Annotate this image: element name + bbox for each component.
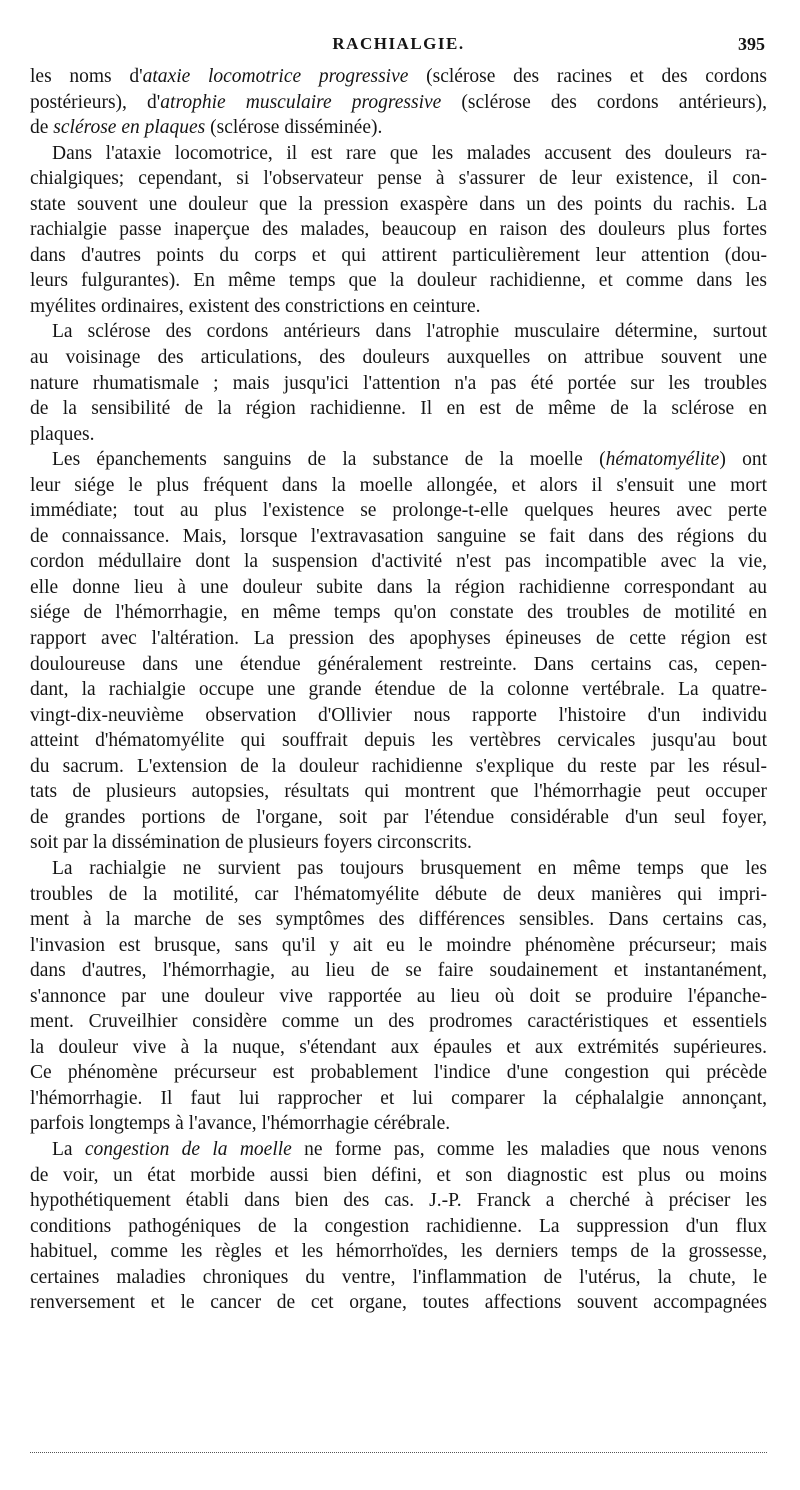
text-segment: myélites ordinaires, existent des constrictions en ceinture. (30, 295, 481, 317)
text-line (30, 754, 767, 780)
text-segment: l'hémorrhagie. Il faut lui rapprocher et lui comparer la céphalalgie annonçant, (30, 1087, 767, 1109)
text-segment: siége de l'hémorrhagie, en même temps qu'on constate des troubles de motilité en (30, 602, 767, 624)
text-segment: ment à la marche de ses symptômes des différences sensibles. Dans certains cas, (30, 909, 767, 931)
text-line (30, 856, 767, 882)
text-line (30, 141, 767, 167)
text-line (30, 524, 767, 550)
text-segment: postérieurs), d' (30, 91, 161, 113)
text-line (30, 192, 767, 218)
text-segment: state souvent une douleur que la pression exaspère dans un des points du rachis. La (30, 193, 767, 215)
text-line (30, 1009, 767, 1035)
text-line (30, 703, 767, 729)
text-segment: de grandes portions de l'organe, soit par l'étendue considérable d'un seul foyer, (30, 806, 767, 828)
text-segment: soit par la dissémination de plusieurs foyers circonscrits. (30, 832, 472, 854)
text-line (30, 498, 767, 524)
italic-term: atrophie musculaire progressive (160, 91, 442, 113)
text-segment: leurs fulgurantes). En même temps que la douleur rachidienne, et comme dans les (30, 270, 767, 292)
italic-term: congestion de la moelle (84, 1138, 292, 1160)
text-segment: troubles de la motilité, car l'hématomyélite débute de deux manières qui impri- (30, 883, 767, 905)
text-line (30, 779, 767, 805)
text-segment: douloureuse dans une étendue généralement restreinte. Dans certains cas, cepen- (30, 653, 767, 675)
text-line (30, 677, 767, 703)
text-line (30, 64, 767, 90)
text-segment: ne forme pas, comme les maladies que nous venons (291, 1138, 767, 1160)
text-line (30, 830, 767, 856)
text-segment: dans d'autres, l'hémorrhagie, au lieu de se faire soudainement et instantanément, (30, 960, 767, 982)
italic-term: ataxie locomotrice progressive (142, 66, 409, 87)
text-segment: La rachialgie ne survient pas toujours brusquement en même temps que les (52, 857, 767, 879)
text-segment: (sclérose disséminée). (205, 117, 383, 139)
text-segment: Ce phénomène précurseur est probablement l'indice d'une congestion qui précède (30, 1062, 767, 1084)
page-number: 395 (738, 34, 765, 54)
text-segment: de connaissance. Mais, lorsque l'extravasation sanguine se fait dans des régions du (30, 525, 767, 547)
text-segment: renversement et le cancer de cet organe, toutes affections souvent accompagnées (30, 1292, 767, 1314)
text-segment: la douleur vive à la nuque, s'étendant aux épaules et aux extrémités supérieures. (30, 1036, 767, 1058)
text-line (30, 473, 767, 499)
text-line (30, 958, 767, 984)
text-line (30, 319, 767, 345)
text-segment: vingt-dix-neuvième observation d'Ollivier nous rapporte l'histoire d'un individu (30, 704, 767, 726)
text-segment: au voisinage des articulations, des douleurs auxquelles on attribue souvent une (30, 347, 767, 369)
text-segment: leur siége le plus fréquent dans la moelle allongée, et alors il s'ensuit une mort (30, 474, 767, 496)
text-line (30, 728, 767, 754)
text-segment: s'annonce par une douleur vive rapportée au lieu où doit se produire l'épanche- (30, 985, 767, 1007)
text-line (30, 243, 767, 269)
italic-term: hématomyélite (605, 449, 720, 471)
text-line (30, 422, 767, 448)
text-segment: rachialgie passe inaperçue des malades, beaucoup en raison des douleurs plus fortes (30, 219, 767, 241)
text-segment: (sclérose des racines et des cordons (408, 66, 767, 87)
text-segment: dant, la rachialgie occupe une grande étendue de la colonne vertébrale. La quatre- (30, 679, 767, 701)
text-segment: de la sensibilité de la région rachidienne. Il en est de même de la sclérose en (30, 398, 767, 420)
text-segment: du sacrum. L'extension de la douleur rachidienne s'explique du reste par les résul- (30, 755, 767, 777)
text-segment: hypothétiquement établi dans bien des cas. J.-P. Franck a cherché à préciser les (30, 1190, 767, 1212)
text-line (30, 294, 767, 320)
text-line (30, 371, 767, 397)
text-segment: habituel, comme les règles et les hémorrhoïdes, les derniers temps de la grossesse, (30, 1241, 767, 1263)
footer-dotted-rule (30, 1452, 767, 1453)
text-segment: de (30, 117, 54, 139)
text-segment: cordon médullaire dont la suspension d'activité n'est pas incompatible avec la vie, (30, 551, 767, 573)
header-title: RACHIALGIE. (332, 34, 465, 53)
text-segment: chialgiques; cependant, si l'observateur pense à s'assurer de leur existence, il con- (30, 168, 767, 190)
text-line (30, 933, 767, 959)
text-line (30, 396, 767, 422)
text-segment: les noms d' (30, 66, 143, 87)
text-line (30, 1137, 767, 1163)
text-segment: nature rhumatismale ; mais jusqu'ici l'attention n'a pas été portée sur les troubles (30, 372, 767, 394)
text-segment: l'invasion est brusque, sans qu'il y ait eu le moindre phénomène précurseur; mais (30, 934, 767, 956)
text-line (30, 1060, 767, 1086)
text-line (30, 907, 767, 933)
text-segment: elle donne lieu à une douleur subite dans la région rachidienne correspondant au (30, 576, 767, 598)
text-line (30, 549, 767, 575)
text-segment: rapport avec l'altération. La pression des apophyses épineuses de cette région est (30, 628, 767, 650)
text-segment: conditions pathogéniques de la congestion rachidienne. La suppression d'un flux (30, 1215, 767, 1237)
text-line (30, 1035, 767, 1061)
text-segment: La (52, 1138, 85, 1160)
text-line (30, 1188, 767, 1214)
text-line (30, 626, 767, 652)
italic-term: sclérose en plaques (53, 117, 206, 139)
text-line (30, 90, 767, 116)
text-line (30, 1086, 767, 1112)
body-text (30, 64, 767, 1316)
text-line (30, 1239, 767, 1265)
text-segment: plaques. (30, 423, 95, 445)
text-segment: certaines maladies chroniques du ventre, l'inflammation de l'utérus, la chute, le (30, 1266, 767, 1288)
text-segment: (sclérose des cordons antérieurs), (441, 91, 767, 113)
text-line (30, 345, 767, 371)
text-line (30, 882, 767, 908)
text-line (30, 1265, 767, 1291)
text-line (30, 447, 767, 473)
text-segment: La sclérose des cordons antérieurs dans l'atrophie musculaire détermine, surtout (52, 321, 767, 343)
text-segment: ) ont (719, 449, 767, 471)
text-line (30, 1163, 767, 1189)
text-line (30, 1111, 767, 1137)
text-line (30, 115, 767, 141)
text-line (30, 1290, 767, 1316)
text-line (30, 217, 767, 243)
text-segment: atteint d'hématomyélite qui souffrait depuis les vertèbres cervicales jusqu'au bout (30, 730, 767, 752)
text-segment: de voir, un état morbide aussi bien défini, et son diagnostic est plus ou moins (30, 1164, 767, 1186)
text-segment: tats de plusieurs autopsies, résultats qui montrent que l'hémorrhagie peut occuper (30, 781, 767, 803)
text-segment: Les épanchements sanguins de la substance de la moelle ( (52, 449, 606, 471)
text-segment: ment. Cruveilhier considère comme un des prodromes caractéristiques et essentiels (30, 1011, 767, 1033)
text-line (30, 805, 767, 831)
text-line (30, 268, 767, 294)
running-header (30, 34, 767, 58)
text-segment: dans d'autres points du corps et qui attirent particulièrement leur attention (dou- (30, 244, 767, 266)
text-line (30, 984, 767, 1010)
text-line (30, 600, 767, 626)
text-line (30, 166, 767, 192)
text-segment: immédiate; tout au plus l'existence se prolonge-t-elle quelques heures avec perte (30, 500, 767, 522)
text-segment: Dans l'ataxie locomotrice, il est rare que les malades accusent des douleurs ra- (52, 142, 767, 164)
text-segment: parfois longtemps à l'avance, l'hémorrhagie cérébrale. (30, 1113, 451, 1135)
text-line (30, 575, 767, 601)
text-line (30, 1214, 767, 1240)
text-line (30, 652, 767, 678)
